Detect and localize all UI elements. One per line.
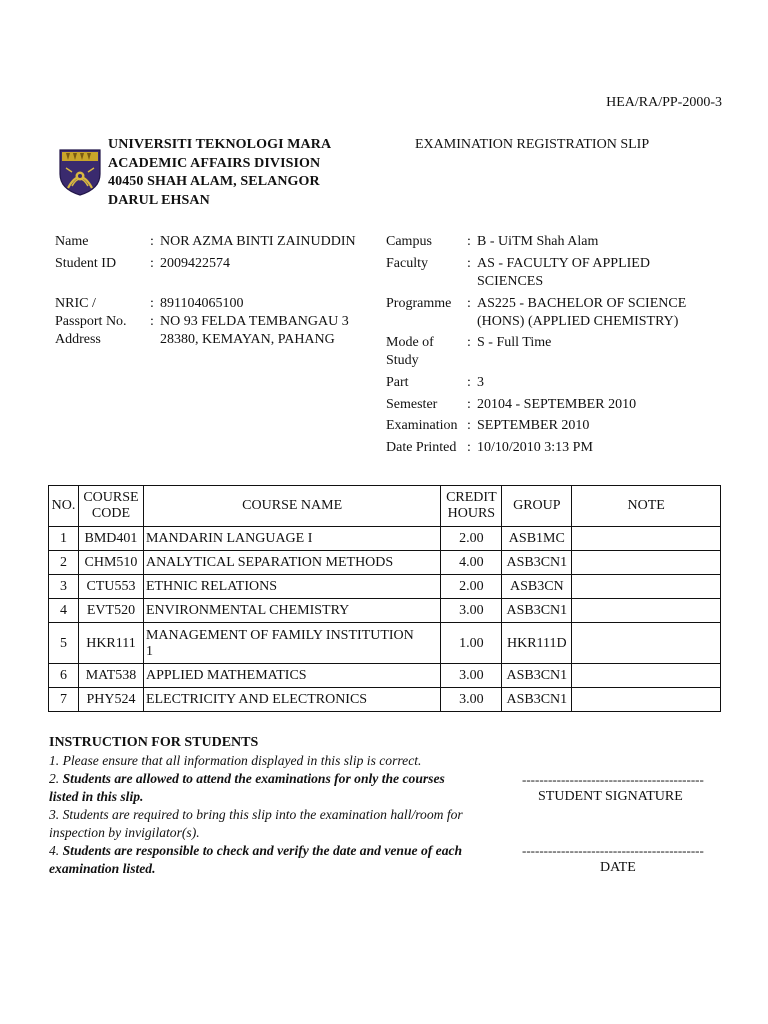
- table-row: [49, 599, 721, 623]
- date-printed-label: Date Printed: [386, 440, 457, 455]
- institution-state: DARUL EHSAN: [108, 192, 210, 208]
- study-label: Study: [386, 353, 419, 368]
- cell-course-code: MAT538: [78, 664, 143, 688]
- examination-value: SEPTEMBER 2010: [477, 418, 590, 433]
- cell-note: [572, 575, 721, 599]
- course-table: [48, 485, 721, 712]
- cell-course-code: CHM510: [78, 551, 143, 575]
- header-course-code-line-1: COURSE: [83, 490, 139, 505]
- header-credit-hours-line-1: CREDIT: [446, 490, 497, 505]
- instruction-2-line-1: [49, 770, 445, 788]
- part-value: 3: [477, 375, 484, 390]
- header-note: NOTE: [572, 486, 721, 527]
- institution-address: 40450 SHAH ALAM, SELANGOR: [108, 174, 320, 189]
- slip-title: EXAMINATION REGISTRATION SLIP: [415, 137, 650, 152]
- cell-course-name: ANALYTICAL SEPARATION METHODS: [143, 551, 440, 575]
- document-code: HEA/RA/PP-2000-3: [606, 95, 722, 110]
- programme-line-2: (HONS) (APPLIED CHEMISTRY): [477, 314, 679, 329]
- mode-label: Mode of: [386, 335, 434, 350]
- cell-note: [572, 527, 721, 551]
- campus-value: B - UiTM Shah Alam: [477, 234, 599, 249]
- cell-course-name: APPLIED MATHEMATICS: [143, 664, 440, 688]
- examination-label: Examination: [386, 418, 458, 433]
- table-row: [49, 664, 721, 688]
- student-signature-label: STUDENT SIGNATURE: [538, 789, 683, 804]
- cell-note: [572, 664, 721, 688]
- cell-group: HKR111D: [502, 623, 572, 664]
- header-course-code-line-2: CODE: [91, 506, 131, 521]
- instruction-3-line-1: 3. Students are required to bring this slip into the examination hall/room for: [49, 807, 463, 822]
- cell-course-name: [143, 623, 440, 664]
- table-row: [49, 551, 721, 575]
- header-course-name: COURSE NAME: [143, 486, 440, 527]
- cell-group: ASB3CN1: [502, 551, 572, 575]
- header-credit-hours-line-2: HOURS: [447, 506, 496, 521]
- cell-course-code: PHY524: [78, 688, 143, 712]
- student-signature-line: ------------------------------------------: [522, 772, 704, 787]
- name-colon: :: [150, 234, 154, 249]
- cell-group: ASB3CN1: [502, 599, 572, 623]
- cell-course-name: MANDARIN LANGUAGE I: [143, 527, 440, 551]
- header-course-code: [78, 486, 143, 527]
- student-id-colon: :: [150, 256, 154, 271]
- mode-value: S - Full Time: [477, 335, 552, 350]
- cell-credit-hours: 3.00: [441, 688, 502, 712]
- cell-course-name: ELECTRICITY AND ELECTRONICS: [143, 688, 440, 712]
- student-id-value: 2009422574: [160, 256, 230, 271]
- header-credit-hours: [441, 486, 502, 527]
- instruction-3-line-2: inspection by invigilator(s).: [49, 825, 200, 840]
- cell-no: 6: [49, 664, 79, 688]
- passport-label: Passport No.: [55, 314, 127, 329]
- cell-course-code: EVT520: [78, 599, 143, 623]
- cell-course-name-line-2: 1: [145, 643, 153, 659]
- table-row: [49, 688, 721, 712]
- name-value: NOR AZMA BINTI ZAINUDDIN: [160, 234, 356, 249]
- nric-colon: :: [150, 296, 154, 311]
- instruction-2-line-2: [49, 788, 143, 806]
- cell-credit-hours: 3.00: [441, 599, 502, 623]
- student-id-label: Student ID: [55, 256, 117, 271]
- cell-no: 4: [49, 599, 79, 623]
- cell-no: 3: [49, 575, 79, 599]
- header-group: GROUP: [502, 486, 572, 527]
- semester-label: Semester: [386, 397, 438, 412]
- campus-colon: :: [467, 234, 471, 249]
- instruction-2-text: Students are allowed to attend the examinations for only the courses: [62, 771, 445, 786]
- instruction-2-number: 2.: [49, 771, 60, 786]
- programme-colon: :: [467, 296, 471, 311]
- date-line: ------------------------------------------: [522, 843, 704, 858]
- instruction-4-line-2: [49, 860, 156, 878]
- cell-no: 1: [49, 527, 79, 551]
- instruction-2-text-cont: listed in this slip.: [49, 789, 144, 804]
- cell-credit-hours: 1.00: [441, 623, 502, 664]
- address-line-2: 28380, KEMAYAN, PAHANG: [160, 332, 335, 347]
- instruction-4-line-1: [49, 842, 462, 860]
- part-label: Part: [386, 375, 409, 390]
- date-printed-colon: :: [467, 440, 471, 455]
- programme-line-1: AS225 - BACHELOR OF SCIENCE: [477, 296, 687, 311]
- institution-division: ACADEMIC AFFAIRS DIVISION: [108, 155, 321, 171]
- institution-name: UNIVERSITI TEKNOLOGI MARA: [108, 137, 332, 152]
- cell-note: [572, 688, 721, 712]
- instruction-4-text: Students are responsible to check and verify the date and venue of each: [62, 843, 463, 858]
- institution-block: [108, 136, 331, 210]
- cell-course-name-line-1: MANAGEMENT OF FAMILY INSTITUTION: [145, 627, 414, 643]
- faculty-line-2: SCIENCES: [477, 274, 544, 289]
- cell-note: [572, 551, 721, 575]
- cell-no: 7: [49, 688, 79, 712]
- instruction-4-number: 4.: [49, 843, 60, 858]
- mode-colon: :: [467, 335, 471, 350]
- nric-value: 891104065100: [160, 296, 244, 311]
- table-header-row: [49, 486, 721, 527]
- table-row: [49, 527, 721, 551]
- semester-value: 20104 - SEPTEMBER 2010: [477, 397, 637, 412]
- date-printed-value: 10/10/2010 3:13 PM: [477, 440, 593, 455]
- instructions-title: INSTRUCTION FOR STUDENTS: [49, 735, 259, 750]
- table-row: [49, 623, 721, 664]
- address-colon: :: [150, 314, 154, 329]
- part-colon: :: [467, 375, 471, 390]
- uitm-crest-icon: [58, 148, 102, 196]
- cell-note: [572, 623, 721, 664]
- cell-course-name: ETHNIC RELATIONS: [143, 575, 440, 599]
- cell-course-code: BMD401: [78, 527, 143, 551]
- cell-course-code: HKR111: [78, 623, 143, 664]
- instruction-1: 1. Please ensure that all information displayed in this slip is correct.: [49, 753, 422, 768]
- cell-credit-hours: 4.00: [441, 551, 502, 575]
- table-row: [49, 575, 721, 599]
- name-label: Name: [55, 234, 89, 249]
- examination-colon: :: [467, 418, 471, 433]
- faculty-line-1: AS - FACULTY OF APPLIED: [477, 256, 650, 271]
- cell-group: ASB1MC: [502, 527, 572, 551]
- cell-credit-hours: 2.00: [441, 527, 502, 551]
- cell-course-name: ENVIRONMENTAL CHEMISTRY: [143, 599, 440, 623]
- instruction-4-text-cont: examination listed.: [49, 861, 156, 876]
- address-line-1: NO 93 FELDA TEMBANGAU 3: [160, 314, 349, 329]
- cell-no: 2: [49, 551, 79, 575]
- nric-label: NRIC /: [55, 296, 96, 311]
- address-label: Address: [55, 332, 101, 347]
- date-label: DATE: [600, 860, 636, 875]
- cell-group: ASB3CN1: [502, 688, 572, 712]
- faculty-colon: :: [467, 256, 471, 271]
- faculty-label: Faculty: [386, 256, 428, 271]
- cell-no: 5: [49, 623, 79, 664]
- cell-note: [572, 599, 721, 623]
- cell-group: ASB3CN1: [502, 664, 572, 688]
- cell-course-code: CTU553: [78, 575, 143, 599]
- semester-colon: :: [467, 397, 471, 412]
- campus-label: Campus: [386, 234, 432, 249]
- header-no: NO.: [49, 486, 79, 527]
- programme-label: Programme: [386, 296, 452, 311]
- cell-credit-hours: 2.00: [441, 575, 502, 599]
- cell-group: ASB3CN: [502, 575, 572, 599]
- cell-credit-hours: 3.00: [441, 664, 502, 688]
